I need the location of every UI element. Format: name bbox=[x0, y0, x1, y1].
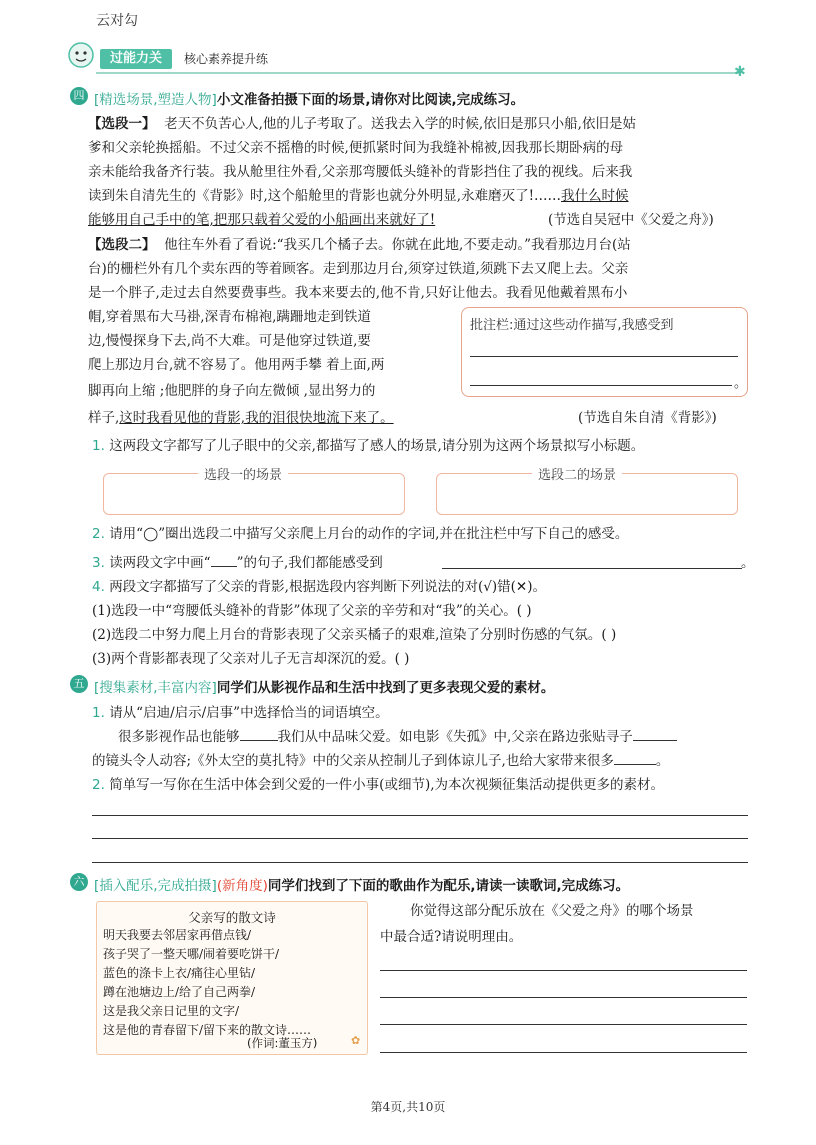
passage-2-source: (节选自朱自清《背影》) bbox=[578, 410, 717, 426]
passage-2-text-8: 样子, bbox=[88, 410, 120, 426]
lyrics-title: 父亲写的散文诗 bbox=[188, 910, 276, 925]
question-4-3-text-a: 读两段文字中画“ bbox=[109, 555, 211, 571]
scene-1-label: 选段一的场景 bbox=[198, 464, 288, 483]
new-angle-badge: (新角度) bbox=[216, 878, 268, 894]
section-4-instruction: 小文准备拍摄下面的场景,请你对比阅读,完成练习。 bbox=[216, 92, 525, 108]
passage-2-underlined: 这时我看见他的背影,我的泪很快地流下来了。 bbox=[119, 410, 394, 426]
lyric-line: 这是他的青春留下/留下来的散文诗…… bbox=[103, 1023, 312, 1037]
fill-blank-2[interactable] bbox=[633, 726, 677, 741]
question-4-3 bbox=[92, 551, 383, 575]
section-6-question-line-2: 中最合适?请说明理由。 bbox=[380, 929, 523, 945]
section-6-number: 六 bbox=[70, 873, 88, 891]
section-6-heading bbox=[94, 874, 629, 894]
section-6-title: [插入配乐,完成拍摄] bbox=[94, 878, 217, 894]
passage-1-line-4 bbox=[88, 184, 629, 208]
section-tag: 过能力关 bbox=[100, 49, 172, 69]
question-5-1 bbox=[92, 701, 389, 725]
fill-text-b: 我们从中品味父爱。如电影《失孤》中,父亲在路边张贴寻子 bbox=[277, 729, 633, 745]
section-6-answer-line-3[interactable] bbox=[380, 1024, 747, 1025]
passage-2-line-8 bbox=[88, 406, 394, 430]
passage-1-line-3: 亲未能给我备齐行装。我从舱里往外看,父亲那弯腰低头缝补的背影挡住了我的视线。后来我 bbox=[88, 164, 633, 180]
question-4-4-text: 两段文字都描写了父亲的背影,根据选段内容判断下列说法的对(√)错(✕)。 bbox=[109, 579, 546, 595]
passage-1-label: 【选段一】 bbox=[88, 116, 156, 132]
section-6-answer-line-4[interactable] bbox=[380, 1052, 747, 1053]
fill-text-c: 的镜头令人动容;《外太空的莫扎特》中的父亲从控制儿子到体谅儿子,也给大家带来很多 bbox=[92, 753, 614, 769]
passage-1-line-5 bbox=[88, 208, 435, 232]
question-4-1 bbox=[92, 434, 644, 458]
question-4-2 bbox=[92, 522, 628, 546]
question-5-2 bbox=[92, 773, 664, 797]
question-4-3-period: 。 bbox=[741, 555, 755, 571]
flower-icon: ✿ bbox=[351, 1034, 361, 1047]
annotation-box bbox=[461, 307, 748, 397]
question-4-3-text-b: ”的句子,我们都能感受到 bbox=[236, 555, 383, 571]
question-4-2-text: 请用“◯”圈出选段二中描写父亲爬上月台的动作的字词,并在批注栏中写下自己的感受。 bbox=[109, 526, 629, 542]
passage-2-line-5: 边,慢慢探身下去,尚不大难。可是他穿过铁道,要 bbox=[88, 333, 371, 349]
scene-2-label: 选段二的场景 bbox=[532, 464, 622, 483]
question-number: 2. bbox=[92, 777, 105, 793]
answer-line-1[interactable] bbox=[92, 815, 748, 816]
passage-2-line-3: 是一个胖子,走过去自然要费事些。我本来要去的,他不肯,只好让他去。我看见他戴着黑布小 bbox=[88, 285, 628, 301]
answer-line-3[interactable] bbox=[92, 862, 748, 863]
lyrics-lines bbox=[103, 926, 311, 1040]
lyric-line: 这是我父亲日记里的文字/ bbox=[103, 1004, 240, 1018]
question-number: 3. bbox=[92, 555, 105, 571]
section-6-answer-line-1[interactable] bbox=[380, 970, 747, 971]
section-subtitle: 核心素养提升练 bbox=[184, 52, 269, 66]
lyric-line: 孩子哭了一整天哪/闹着要吃饼干/ bbox=[103, 947, 280, 961]
section-4-number: 四 bbox=[70, 87, 88, 105]
lyric-line: 蓝色的涤卡上衣/痛往心里钻/ bbox=[103, 966, 256, 980]
section-6-instruction: 同学们找到了下面的歌曲作为配乐,请读一读歌词,完成练习。 bbox=[267, 878, 630, 894]
header-rule bbox=[96, 72, 741, 74]
section-6-answer-line-2[interactable] bbox=[380, 997, 747, 998]
section-6-question-line-1: 你觉得这部分配乐放在《父爱之舟》的哪个场景 bbox=[410, 903, 694, 919]
page-number: 第4页,共10页 bbox=[370, 1100, 446, 1114]
section-5-title: [搜集素材,丰富内容] bbox=[94, 680, 217, 696]
passage-1-underlined-start: 我什么时候 bbox=[561, 188, 629, 204]
passage-2-line-7: 脚再向上缩 ;他肥胖的身子向左微倾 ,显出努力的 bbox=[88, 383, 376, 399]
fill-line-1 bbox=[118, 725, 677, 749]
fill-line-2: 的镜头令人动容;《外太空的莫扎特》中的父亲从控制儿子到体谅儿子,也给大家带来很多 。 bbox=[92, 749, 669, 773]
annotation-label: 批注栏:通过这些动作描写,我感受到 bbox=[470, 318, 674, 333]
lyric-line: 蹲在池塘边上/给了自己两拳/ bbox=[103, 985, 256, 999]
question-4-4 bbox=[92, 575, 546, 599]
passage-1-source: (节选自吴冠中《父爱之舟》) bbox=[548, 212, 714, 228]
passage-1-line-2: 爹和父亲轮换摇船。不过父亲不摇橹的时候,便抓紧时间为我缝补棉被,因我那长期卧病的母 bbox=[88, 140, 624, 156]
question-number: 1. bbox=[92, 438, 105, 454]
passage-2-text-1: 他往车外看了看说:“我买几个橘子去。你就在此地,不要走动。”我看那边月台(站 bbox=[164, 237, 631, 253]
question-4-1-text: 这两段文字都写了儿子眼中的父亲,都描写了感人的场景,请分别为这两个场景拟写小标题。 bbox=[109, 438, 645, 454]
passage-1-line-1 bbox=[88, 112, 636, 136]
annotation-period: 。 bbox=[734, 376, 748, 391]
lyrics-box bbox=[96, 901, 368, 1055]
passage-2-line-1 bbox=[88, 233, 631, 257]
section-5-instruction: 同学们从影视作品和生活中找到了更多表现父爱的素材。 bbox=[216, 680, 555, 696]
passage-1-text-1: 老天不负苦心人,他的儿子考取了。送我去入学的时候,依旧是那只小船,依旧是姑 bbox=[164, 116, 636, 132]
question-5-2-text: 简单写一写你在生活中体会到父爱的一件小事(或细节),为本次视频征集活动提供更多的素材。 bbox=[109, 777, 665, 793]
passage-1-text-4: 读到朱自清先生的《背影》时,这个船舱里的背影也就分外明显,永难磨灭了!…… bbox=[88, 188, 562, 204]
section-5-number: 五 bbox=[70, 675, 88, 693]
section-4-heading bbox=[94, 88, 524, 108]
passage-2-line-4: 帽,穿着黑布大马褂,深青布棉袍,蹒跚地走到铁道 bbox=[88, 309, 371, 325]
judgement-3: (3)两个背影都表现了父亲对儿子无言却深沉的爱。( ) bbox=[92, 651, 410, 667]
underline-mark bbox=[211, 554, 237, 567]
answer-line-2[interactable] bbox=[92, 838, 748, 839]
brand-name: 云对勾 bbox=[96, 13, 138, 29]
fill-blank-1[interactable] bbox=[240, 726, 278, 741]
question-5-1-text: 请从“启迪/启示/启事”中选择恰当的词语填空。 bbox=[109, 705, 389, 721]
question-number: 2. bbox=[92, 526, 105, 542]
passage-2-line-2: 台)的栅栏外有几个卖东西的等着顾客。走到那边月台,须穿过铁道,须跳下去又爬上去。父亲 bbox=[88, 261, 629, 277]
passage-2-line-6: 爬上那边月台,就不容易了。他用两手攀 着上面,两 bbox=[88, 357, 385, 373]
fill-blank-3[interactable] bbox=[614, 750, 656, 765]
lyric-line: 明天我要去邻居家再借点钱/ bbox=[103, 928, 252, 942]
lyrics-credit: (作词:董玉方) bbox=[247, 1036, 318, 1050]
judgement-2: (2)选段二中努力爬上月台的背影表现了父亲买橘子的艰难,渲染了分别时伤感的气氛。( ) bbox=[92, 627, 617, 643]
fill-text-a: 很多影视作品也能够 bbox=[118, 729, 240, 745]
section-4-title: [精选场景,塑造人物] bbox=[94, 92, 217, 108]
passage-1-underlined-end: 能够用自己手中的笔,把那只载着父爱的小船画出来就好了! bbox=[88, 212, 436, 228]
passage-2-label: 【选段二】 bbox=[88, 237, 156, 253]
annotation-line-1[interactable] bbox=[470, 356, 738, 357]
question-number: 1. bbox=[92, 705, 105, 721]
question-4-3-answer-line[interactable] bbox=[442, 568, 742, 569]
mascot-icon bbox=[66, 40, 96, 70]
question-number: 4. bbox=[92, 579, 105, 595]
judgement-1: (1)选段一中“弯腰低头缝补的背影”体现了父亲的辛劳和对“我”的关心。( ) bbox=[92, 603, 532, 619]
annotation-line-2[interactable] bbox=[470, 385, 732, 386]
star-icon: ✱ bbox=[734, 64, 746, 80]
section-5-heading bbox=[94, 676, 554, 696]
